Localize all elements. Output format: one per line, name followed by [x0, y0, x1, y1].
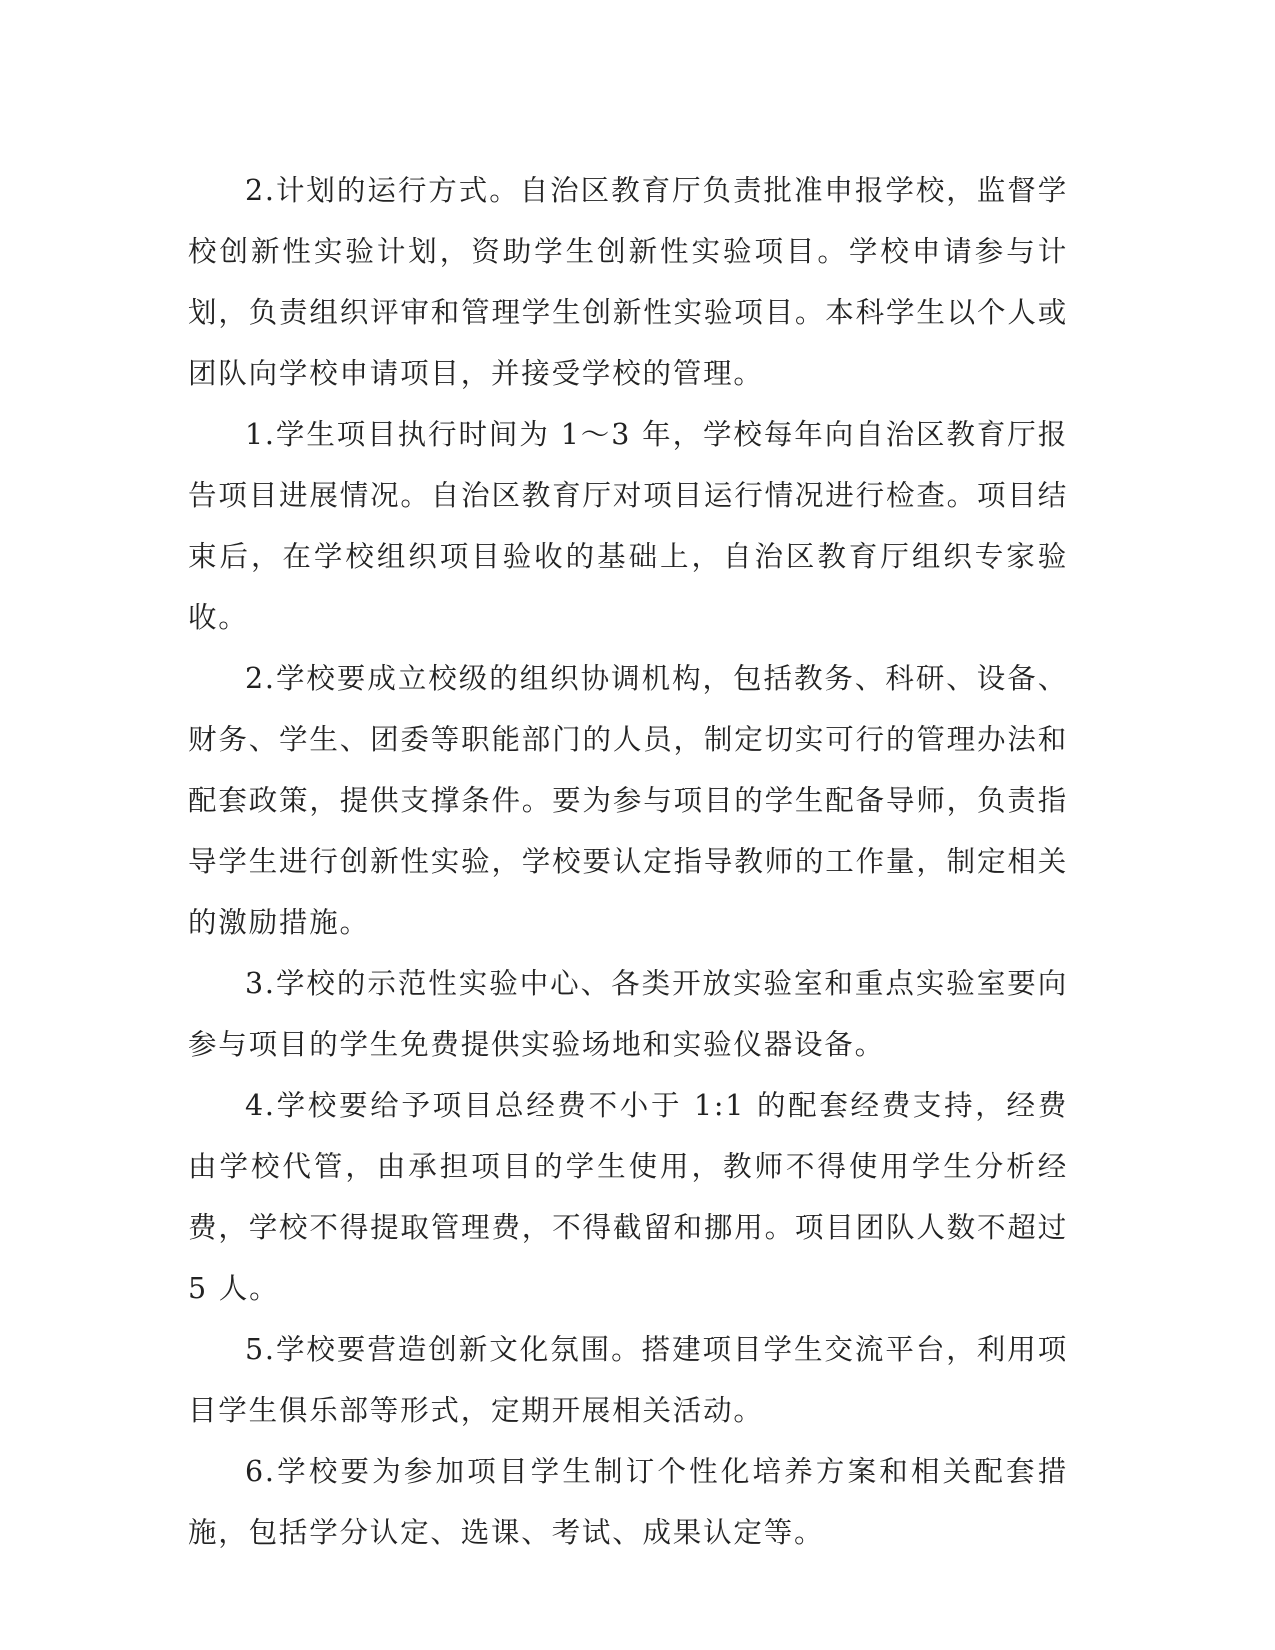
- paragraph-item-5: 5.学校要营造创新文化氛围。搭建项目学生交流平台，利用项目学生俱乐部等形式，定期开展相关活动。: [188, 1333, 1068, 1427]
- paragraph-item-1: 1.学生项目执行时间为 1～3 年，学校每年向自治区教育厅报告项目进展情况。自治区教育厅对项目运行情况进行检查。项目结束后，在学校组织项目验收的基础上，自治区教育厅组织专家验收。: [188, 418, 1068, 634]
- paragraph-item-2: 2.学校要成立校级的组织协调机构，包括教务、科研、设备、财务、学生、团委等职能部门的人员，制定切实可行的管理办法和配套政策，提供支撑条件。要为参与项目的学生配备导师，负责指导学生进行创新性实验，学校要认定指导教师的工作量，制定相关的激励措施。: [188, 662, 1068, 939]
- paragraph-item-3: 3.学校的示范性实验中心、各类开放实验室和重点实验室要向参与项目的学生免费提供实验场地和实验仪器设备。: [188, 967, 1068, 1061]
- paragraph-item-6: 6.学校要为参加项目学生制订个性化培养方案和相关配套措施，包括学分认定、选课、考试、成果认定等。: [188, 1455, 1068, 1549]
- paragraph-item-4: 4.学校要给予项目总经费不小于 1:1 的配套经费支持，经费由学校代管，由承担项目的学生使用，教师不得使用学生分析经费，学校不得提取管理费，不得截留和挪用。项目团队人数不超过 5 人。: [188, 1089, 1068, 1305]
- document-body: [188, 160, 1068, 1563]
- paragraph-operation-mode: 2.计划的运行方式。自治区教育厅负责批准申报学校，监督学校创新性实验计划，资助学生创新性实验项目。学校申请参与计划，负责组织评审和管理学生创新性实验项目。本科学生以个人或团队向学校申请项目，并接受学校的管理。: [188, 174, 1068, 390]
